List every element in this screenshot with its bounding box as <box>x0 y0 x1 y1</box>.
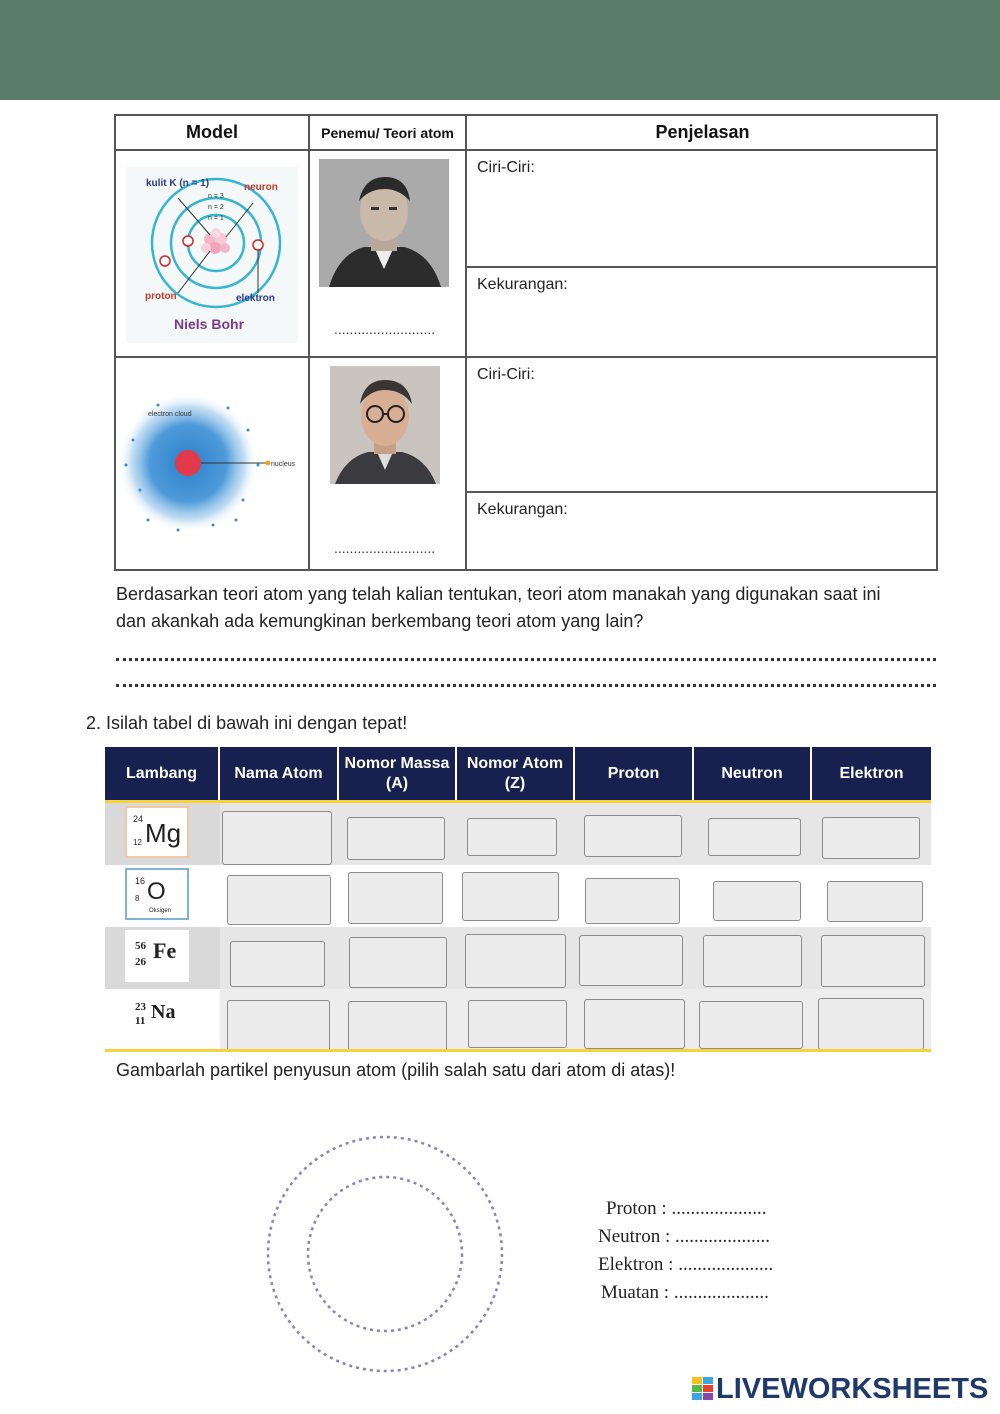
input-neutron[interactable] <box>708 818 801 856</box>
answer-line-1[interactable] <box>116 658 936 661</box>
muatan-field[interactable] <box>601 1282 769 1304</box>
atom-theory-table <box>114 114 938 571</box>
elektron-blank[interactable]: .................... <box>678 1254 774 1275</box>
element-symbol: Fe <box>153 938 177 963</box>
table-row <box>105 927 931 989</box>
input-nomor-atom[interactable] <box>467 818 557 856</box>
label-n2: n = 2 <box>208 204 224 211</box>
symbol-fe <box>125 930 189 982</box>
question-1-line-2: dan akankah ada kemungkinan berkembang teori atom yang lain? <box>116 611 644 631</box>
input-nomor-massa[interactable] <box>347 817 445 860</box>
col-nama-atom: Nama Atom <box>220 747 339 800</box>
kekurangan-cell-1[interactable] <box>467 268 938 358</box>
element-symbol: O <box>147 878 166 905</box>
label-kulit-k: kulit K (n = 1) <box>146 178 210 189</box>
input-elektron[interactable] <box>822 817 920 859</box>
label-elektron: elektron <box>236 293 275 304</box>
ciri-cell-2[interactable] <box>467 358 938 493</box>
elektron-field[interactable] <box>598 1254 773 1276</box>
header-penemu: Penemu/ Teori atom <box>310 116 467 151</box>
ciri-label-2: Ciri-Ciri: <box>477 366 535 383</box>
input-elektron[interactable] <box>818 998 924 1050</box>
input-neutron[interactable] <box>703 935 802 987</box>
input-nomor-massa[interactable] <box>348 1001 447 1052</box>
kekurangan-label-2: Kekurangan: <box>477 501 568 518</box>
mass-number: 16 <box>135 876 146 886</box>
input-elektron[interactable] <box>827 881 923 922</box>
input-nama-atom[interactable] <box>227 875 331 925</box>
element-name-small: Oksigen <box>149 908 172 914</box>
col-lambang: Lambang <box>105 747 220 800</box>
element-symbol: Na <box>151 1001 176 1023</box>
scientist-photo-bohr <box>319 159 449 287</box>
input-nama-atom[interactable] <box>227 1000 330 1052</box>
label-nucleus: nucleus <box>271 461 296 468</box>
input-proton[interactable] <box>579 935 683 986</box>
bohr-scientist-cell <box>310 151 467 358</box>
answer-blank-bohr[interactable]: .......................... <box>334 321 436 337</box>
col-nomor-massa: Nomor Massa (A) <box>339 747 457 800</box>
atomic-number: 26 <box>135 956 146 968</box>
label-neuron: neuron <box>244 182 278 193</box>
symbol-na <box>125 991 189 1043</box>
atom-fill-table <box>105 747 931 1052</box>
col-nomor-atom: Nomor Atom (Z) <box>457 747 575 800</box>
label-proton: proton <box>145 291 177 302</box>
mass-number: 56 <box>135 940 146 952</box>
proton-label: Proton : <box>606 1198 667 1219</box>
liveworksheets-logo-icon <box>692 1377 714 1401</box>
atomic-number: 11 <box>135 1015 146 1027</box>
input-elektron[interactable] <box>821 935 925 987</box>
label-electron-cloud: electron cloud <box>148 411 192 418</box>
label-n3: n = 3 <box>208 193 224 200</box>
electron-cloud-diagram <box>118 360 308 565</box>
ciri-cell-1[interactable] <box>467 151 938 268</box>
element-symbol: Mg <box>145 818 182 848</box>
proton-field[interactable] <box>606 1198 766 1220</box>
input-nama-atom[interactable] <box>222 811 332 865</box>
mass-number: 24 <box>133 814 144 824</box>
top-banner <box>0 0 1000 100</box>
answer-blank-schrodinger[interactable]: .......................... <box>334 540 436 556</box>
question-2-title: 2. Isilah tabel di bawah ini dengan tepat! <box>86 713 408 733</box>
mass-number: 23 <box>135 1001 146 1013</box>
atomic-number: 12 <box>133 838 142 847</box>
col-neutron: Neutron <box>694 747 812 800</box>
table-row <box>105 989 931 1052</box>
elektron-label: Elektron : <box>598 1254 674 1275</box>
question-1-line-1: Berdasarkan teori atom yang telah kalian tentukan, teori atom manakah yang digunakan saat ini <box>116 584 881 604</box>
neutron-label: Neutron : <box>598 1226 671 1247</box>
input-nomor-atom[interactable] <box>468 1000 567 1048</box>
kekurangan-cell-2[interactable] <box>467 493 938 569</box>
input-nama-atom[interactable] <box>230 941 325 987</box>
neutron-field[interactable] <box>598 1226 770 1248</box>
ciri-label-1: Ciri-Ciri: <box>477 159 535 176</box>
bohr-model-cell <box>116 151 310 358</box>
answer-line-2[interactable] <box>116 684 936 687</box>
header-model: Model <box>116 116 310 151</box>
proton-blank[interactable]: .................... <box>671 1198 767 1219</box>
input-nomor-atom[interactable] <box>465 934 566 988</box>
symbol-o <box>125 868 189 920</box>
neutron-blank[interactable]: .................... <box>675 1226 771 1247</box>
liveworksheets-wordmark: LIVEWORKSHEETS <box>716 1372 989 1405</box>
table-row <box>105 803 931 865</box>
footer-line <box>105 1049 931 1052</box>
drawing-instruction: Gambarlah partikel penyusun atom (pilih salah satu dari atom di atas)! <box>116 1060 676 1080</box>
symbol-mg <box>125 806 189 858</box>
input-nomor-massa[interactable] <box>349 937 447 988</box>
table-row <box>105 865 931 927</box>
input-proton[interactable] <box>584 815 682 857</box>
input-proton[interactable] <box>585 878 680 924</box>
input-nomor-massa[interactable] <box>348 872 443 924</box>
muatan-label: Muatan : <box>601 1282 670 1303</box>
bohr-model-diagram <box>118 153 308 353</box>
col-elektron: Elektron <box>812 747 931 800</box>
muatan-blank[interactable]: .................... <box>673 1282 769 1303</box>
label-n1: n = 1 <box>208 215 224 222</box>
input-neutron[interactable] <box>713 881 801 921</box>
col-proton: Proton <box>575 747 694 800</box>
scientist-photo-schrodinger <box>330 366 440 484</box>
input-proton[interactable] <box>584 999 685 1049</box>
atomic-number: 8 <box>135 894 140 903</box>
kekurangan-label-1: Kekurangan: <box>477 276 568 293</box>
schrodinger-scientist-cell <box>310 358 467 569</box>
input-neutron[interactable] <box>699 1001 803 1049</box>
label-niels-bohr: Niels Bohr <box>174 316 245 332</box>
header-penjelasan: Penjelasan <box>467 116 938 151</box>
atom-drawing-area[interactable] <box>264 1133 506 1375</box>
liveworksheets-logo <box>692 1374 988 1404</box>
cloud-model-cell <box>116 358 310 569</box>
input-nomor-atom[interactable] <box>462 872 559 921</box>
